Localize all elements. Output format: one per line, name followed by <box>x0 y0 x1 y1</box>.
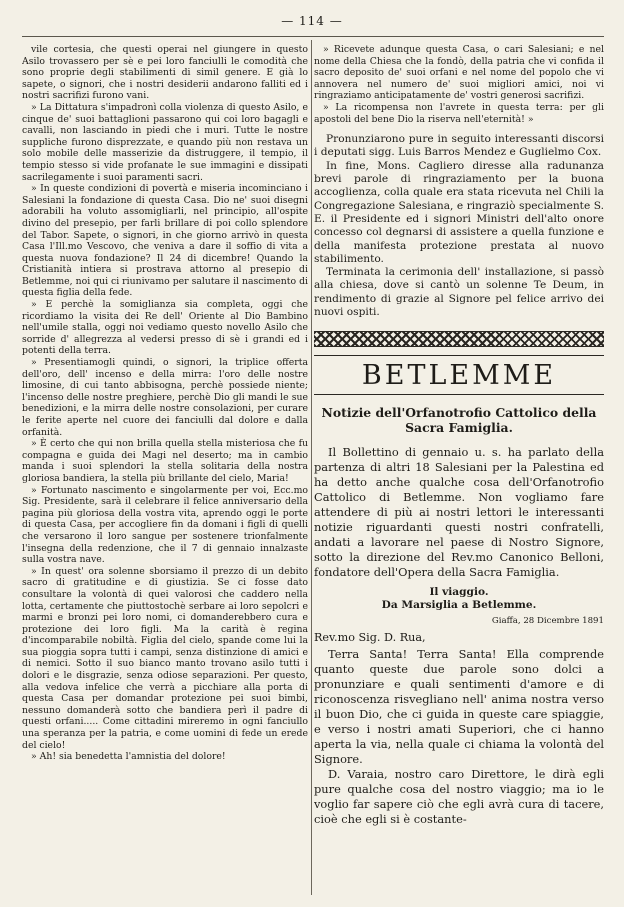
left-column <box>22 44 308 894</box>
left-paragraph: » In queste condizioni di povertà e miseria incominciano i Salesiani la fondazione di questa Casa. Dio ne' suoi disegni adorabili ha voluto assomigliarli, nel principio, all'ospite divino del presepio, per farli brillare di poi collo splendore del Tabor. Sapete, o signori, in che giorno arrivò in questa Casa l'Ill.mo Vescovo, che veniva a dare il soffio di vita a questa nuova fondazione? Il 24 di dicembre! Quando la Cristianità intiera si prostrava attorno al presepio di Betlemme, noi qui ci riunivamo per salutare il nascimento di questa figlia della fede. <box>22 183 308 299</box>
section-title: BETLEMME <box>314 355 604 395</box>
column-separator <box>311 40 312 895</box>
left-paragraph: » Fortunato nascimento e singolarmente per voi, Ecc.mo Sig. Presidente, sarà il celebrare il felice anniversario della pagina più gloriosa della vostra vita, aprendo oggi le porte di questa Casa, per accogliere fin da domani i figli di quelli che versarono il loro sangue per sostenere trionfalmente l'insegna della redenzione, che il 7 di gennaio innalzaste sulla vostra nave. <box>22 484 308 566</box>
page-number: — 114 — <box>281 14 343 28</box>
section-subtitle: Notizie dell'Orfanotrofio Cattolico della Sacra Famiglia. <box>321 405 597 436</box>
left-paragraph: » La Dittatura s'impadronì colla violenza di questo Asilo, e cinque de' suoi battaglioni passarono qui coi loro bagagli e cavalli, non lasciando in piedi che i muri. Tutte le nostre suppliche furono disprezzate, e quando più non restava un solo mobile delle masserizie da distruggere, il tempio, il tempio stesso si vide profanate le sue immagini e dissipati sacrilegamente i suoi paramenti sacri. <box>22 101 308 183</box>
left-paragraph: » E perchè la somiglianza sia completa, oggi che ricordiamo la visita dei Re dell' Oriente al Dio Bambino nell'umile stalla, oggi noi vediamo questo novello Asilo che sorride d' allegrezza al vedersi presso di sè i grandi ed i potenti della terra. <box>22 299 308 357</box>
trip-subtitle: Da Marsiglia a Betlemme. <box>381 599 537 612</box>
right-paragraph: » La ricompensa non l'avrete in questa terra: per gli apostoli del bene Dio la riserva nell'eternità! » <box>314 101 604 125</box>
intro-text <box>314 445 604 580</box>
letter-paragraph: D. Varaia, nostro caro Direttore, le dirà egli pure qualche cosa del nostro viaggio; ma io le voglio far sapere ciò che egli avrà cura di tacere, cioè che egli si è costante- <box>314 767 604 827</box>
trip-title: Il viaggio. <box>429 586 489 599</box>
left-paragraph: » Ah! sia benedetta l'amnistia del dolore! <box>31 751 226 763</box>
letter-dateline: Giaffa, 28 Dicembre 1891 <box>491 616 604 627</box>
letter-paragraph: Terra Santa! Terra Santa! Ella comprende quanto queste due parole sono dolci a pronunziare e quali sentimenti d'amore e di riconoscenza risvegliano nell' anima nostra verso il buon Dio, che ci guida in queste care spiaggie, e verso i nostri amati Superiori, che ci hanno aperta la via, nella quale ci chiama la volontà del Signore. <box>314 647 604 767</box>
left-paragraph: » Presentiamogli quindi, o signori, la triplice offerta dell'oro, dell' incenso e della mirra: l'oro delle nostre limosine, di cui tanto abbisogna, perchè possiede niente; l'incenso delle nostre preghiere, perchè Dio gli mandi le sue benedizioni, e la mirra delle nostre consolazioni, per curare le ferite aperte nel cuore dei fanciulli dal dolore e dalla orfanità. <box>22 357 308 438</box>
header-rule <box>22 36 604 37</box>
right-paragraph: Pronunziarono pure in seguito interessanti discorsi i deputati sigg. Luis Barros Mendez e Guglielmo Cox. <box>314 133 604 159</box>
intro-paragraph: Il Bollettino di gennaio u. s. ha parlato della partenza di altri 18 Salesiani per la Palestina ed ha detto anche qualche cosa dell'Orfanotrofio Cattolico di Betlemme. Non vogliamo fare attendere di più ai nostri lettori le interessanti notizie riguardanti questi nostri confratelli, andati a lavorare nel paese di Nostro Signore, sotto la direzione del Rev.mo Canonico Belloni, fondatore dell'Opera della Sacra Famiglia. <box>314 445 604 580</box>
letter-salutation: Rev.mo Sig. D. Rua, <box>314 631 426 645</box>
left-paragraph: vile cortesia, che questi operai nel giungere in questo Asilo trovassero per sè e pei loro fanciulli le comodità che sono proprie degli stabilimenti di simil genere. E già lo sapete, o signori, che i nostri desiderii andarono falliti ed i nostri sacrifizi furono vani. <box>22 44 308 102</box>
letter-body <box>314 647 604 827</box>
ceremony-report <box>314 133 604 319</box>
ornamental-divider <box>314 331 604 347</box>
right-paragraph: » Ricevete adunque questa Casa, o cari Salesiani; e nel nome della Chiesa che la fondò, della patria che vi confida il sacro deposito de' suoi orfani e nel nome del popolo che vi annovera nel numero de' suoi migliori amici, noi vi ringraziamo anticipatamente de' vostri generosi sacrifizi. <box>314 44 604 102</box>
right-column <box>314 44 604 894</box>
right-paragraph: In fine, Mons. Cagliero diresse alla radunanza brevi parole di ringraziamento per la buona accoglienza, colla quale era stata ricevuta nel Chili la Congregazione Salesiana, e ringraziò specialmente S. E. il Presidente ed i signori Ministri dell'alto onore concesso col degnarsi di assistere a quella funzione e della manifesta protezione prestata al nuovo stabilimento. <box>314 159 604 265</box>
left-paragraph: » In quest' ora solenne sborsiamo il prezzo di un debito sacro di gratitudine e di giustizia. Se ci fosse dato consultare la volontà di quei valorosi che caddero nella lotta, certamente che piuttostochè serbare ai loro sepolcri e marmi e bronzi pei loro nomi, ci domanderebbero cura e protezione dei loro figli. Ma la carità è regina d'incomparabile nobiltà. Figlia del cielo, spande come lui la sua pioggia sopra tutti i campi, senza distinzione di amici e di nemici. Sotto il suo bianco manto trovano asilo tutti i dolori e le disgrazie, senza odiose separazioni. Per questo, alla vedova infelice che verrà a picchiare alla porta di questa Casa per domandar protezione pei suoi bimbi, nessuno domanderà sotto che bandiera perì il padre di questi orfani..... Come cittadini mireremo in ogni fanciullo una speranza per la patria, e come uomini di fede un erede del cielo! <box>22 565 308 751</box>
right-paragraph: Terminata la cerimonia dell' installazione, si passò alla chiesa, dove si cantò un solenne Te Deum, in rendimento di grazie al Signore pel felice arrivo dei nuovi ospiti. <box>314 266 604 319</box>
left-paragraph: » È certo che qui non brilla quella stella misteriosa che fu compagna e guida dei Magi nel deserto; ma in cambio manda i suoi splendori la stella solitaria della nostra gloriosa bandiera, la stella più brillante del cielo, Maria! <box>22 438 308 484</box>
speech-conclusion <box>314 44 604 125</box>
